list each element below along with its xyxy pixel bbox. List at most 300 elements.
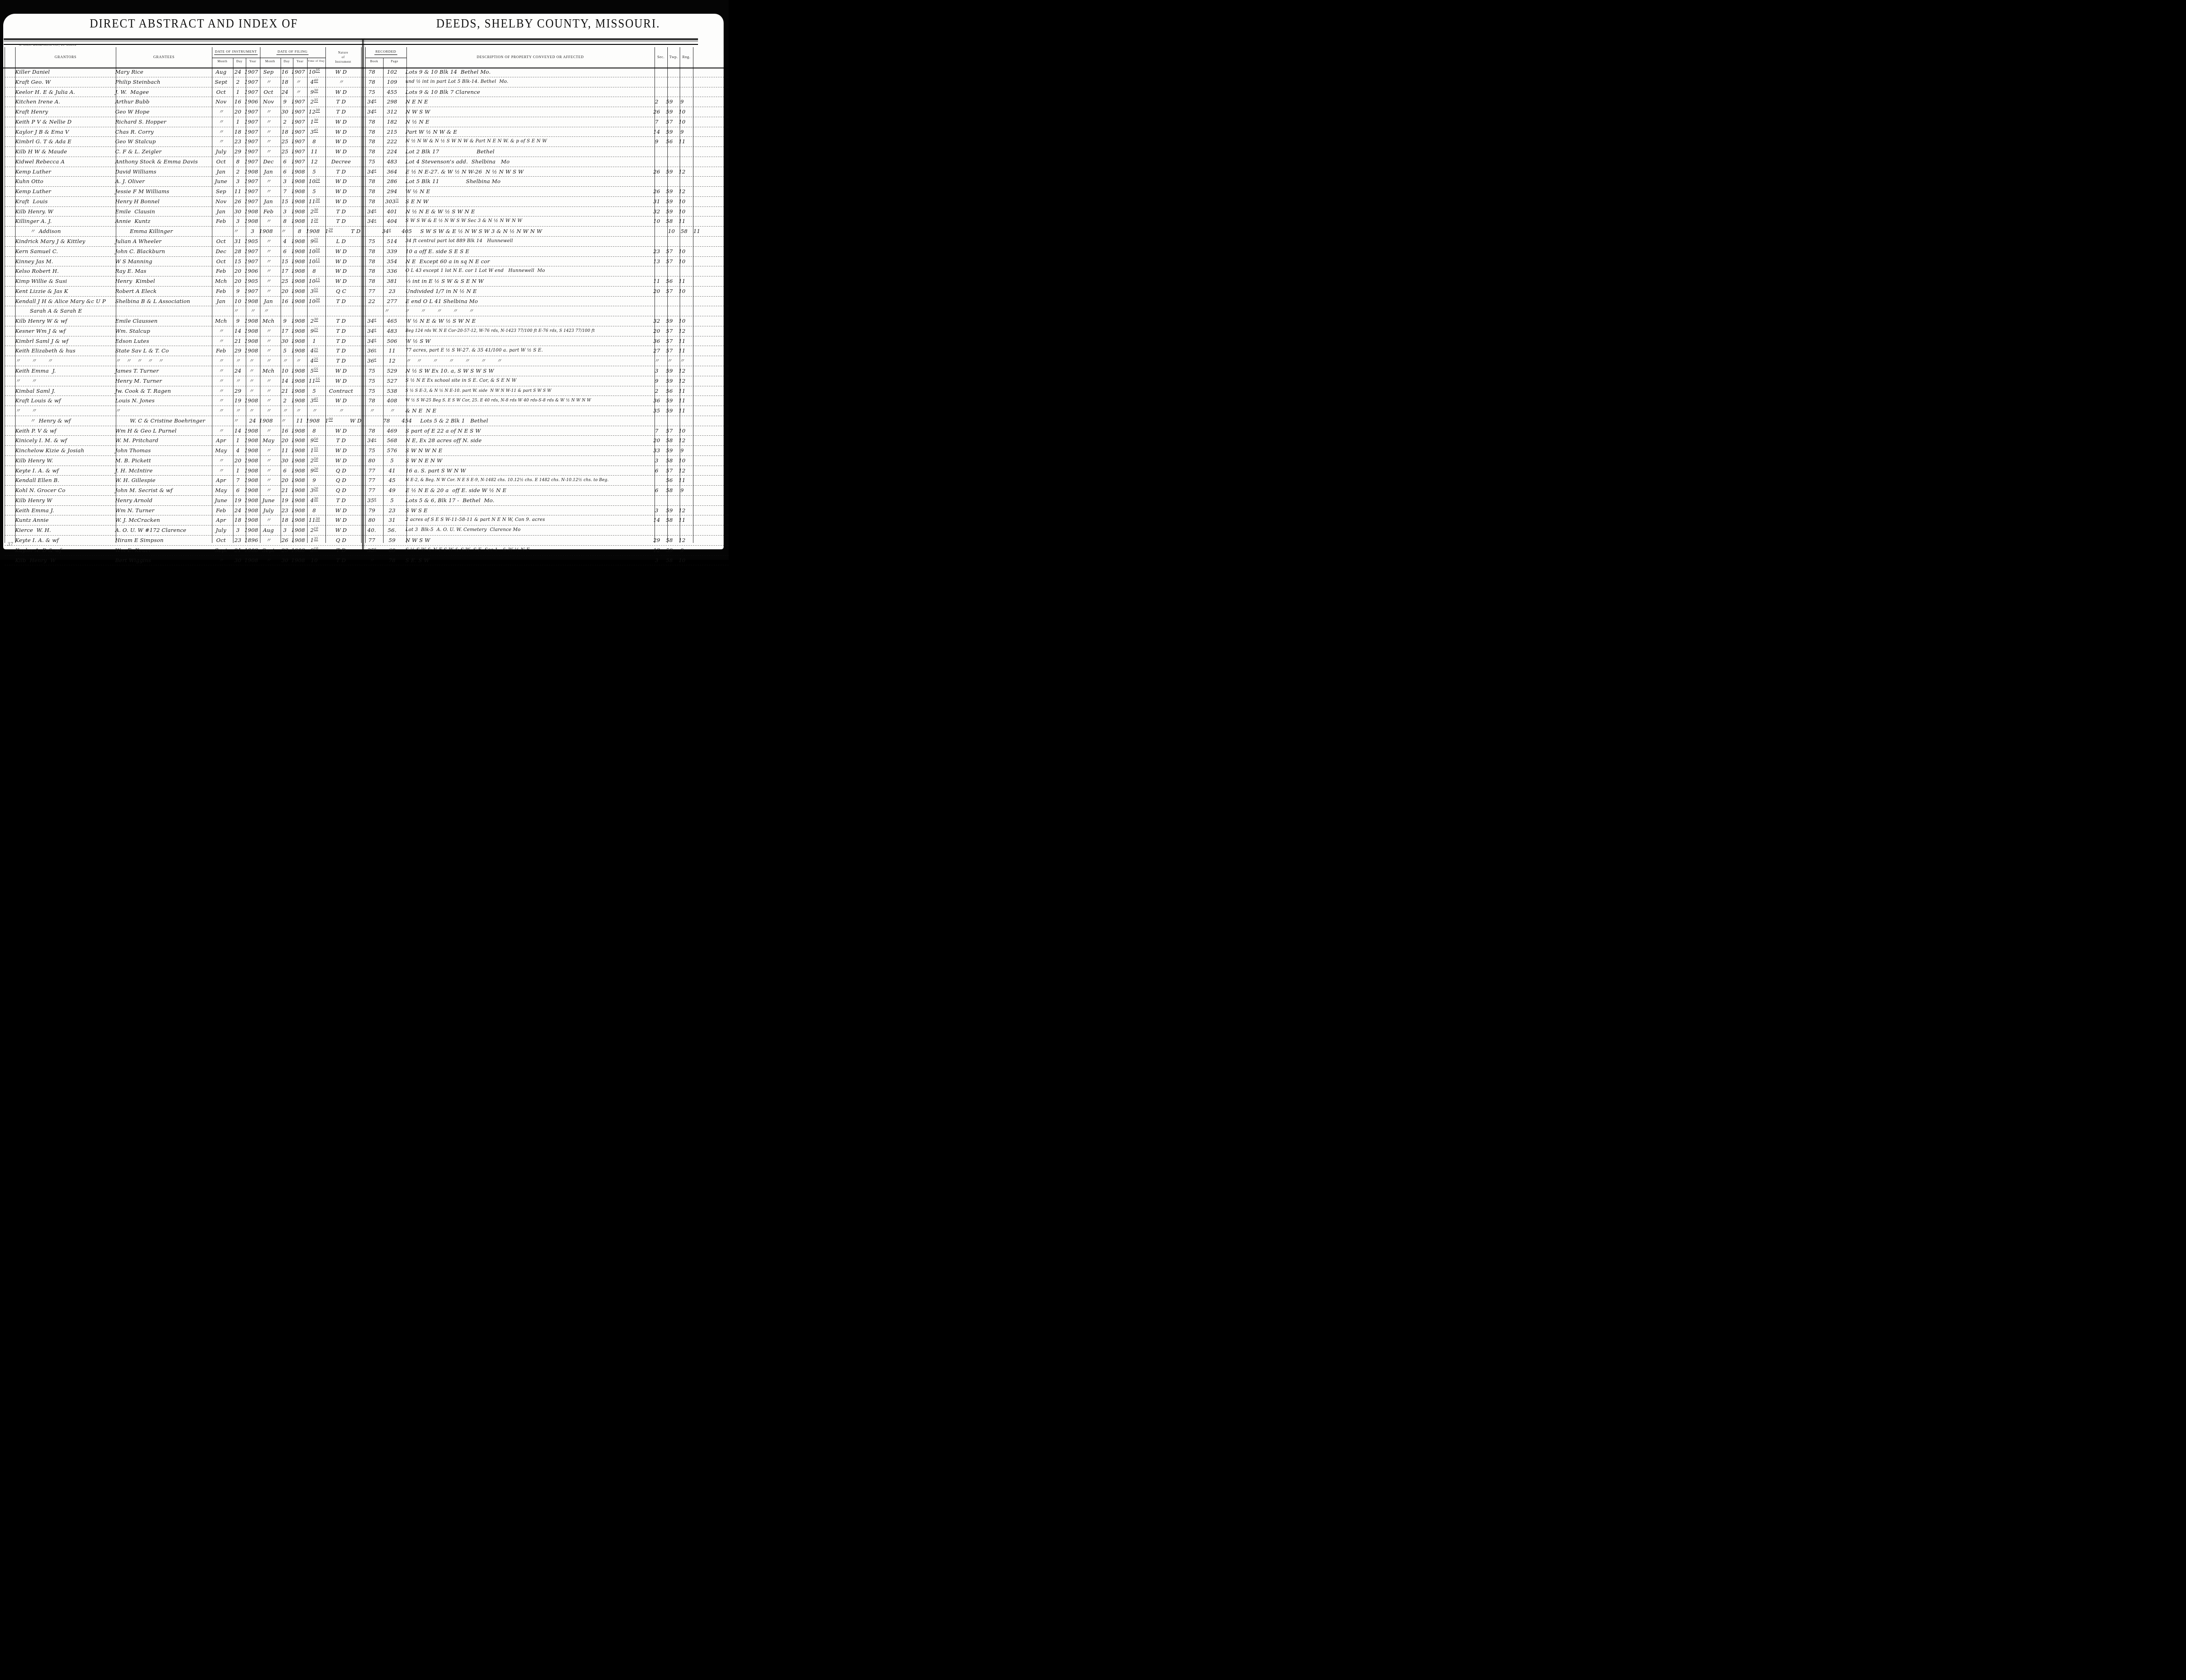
filing-time-cell: $4^{25}$ xyxy=(310,357,319,364)
instr-year-cell: 〃 xyxy=(249,407,254,414)
ledger-row xyxy=(5,97,729,107)
grantee-cell: W S Manning xyxy=(115,258,152,265)
instr-month-cell: June xyxy=(215,178,227,185)
filing-year-cell xyxy=(306,306,320,316)
twp-cell: 56 xyxy=(666,138,673,145)
rng-cell: 10 xyxy=(678,287,686,294)
filing-year-cell: 1907 xyxy=(291,128,305,135)
grantee-cell: State Sav L & T. Co xyxy=(115,347,169,354)
instr-day-cell: 20 xyxy=(234,268,242,275)
gutter-cell xyxy=(359,217,363,226)
rng-cell: 12 xyxy=(678,377,686,384)
gutter-cell xyxy=(359,197,363,206)
ledger-row xyxy=(5,386,729,396)
filing-year-cell: 1908 xyxy=(291,218,305,225)
grantor-cell: 〃 〃 〃 xyxy=(15,358,53,364)
filing-year-cell: 1908 xyxy=(291,557,305,564)
filing-time-cell xyxy=(320,306,338,316)
nature-cell: T D xyxy=(336,168,346,175)
nature-cell: T D xyxy=(336,337,346,344)
book-cell: 80 xyxy=(368,517,375,524)
ledger-row xyxy=(5,157,729,167)
sec-cell: 27 xyxy=(653,347,660,354)
filing-day-cell: 4 xyxy=(283,238,287,245)
rng-cell: 10 xyxy=(678,248,686,255)
margin-cell xyxy=(5,97,15,107)
twp-cell: 59 xyxy=(666,447,673,454)
instr-day-cell: 3 xyxy=(236,178,240,185)
twp-cell xyxy=(663,77,676,87)
filing-month-cell: Feb xyxy=(263,208,274,215)
filing-day-cell: 6 xyxy=(283,467,287,474)
ledger-row xyxy=(5,515,729,526)
grantor-cell: Keyte I. A. & wf xyxy=(15,467,59,474)
instr-year-cell: 〃 xyxy=(249,367,254,374)
ledger-row xyxy=(5,506,729,516)
filing-time-cell: $1^{35}$ xyxy=(310,537,319,543)
recorded-header: RECORDED xyxy=(365,50,406,54)
grantee-cell: Julian A Wheeler xyxy=(115,238,162,245)
nature-cell: W D xyxy=(335,517,347,524)
instr-month-cell: Feb xyxy=(216,287,226,294)
margin-cell xyxy=(5,276,15,286)
ledger-row xyxy=(5,426,729,436)
rng-cell: 11 xyxy=(678,387,686,394)
margin-cell xyxy=(5,526,15,535)
gutter-cell xyxy=(359,486,363,495)
filing-time-cell: $9^{25}$ xyxy=(310,327,319,334)
margin-cell xyxy=(5,177,15,186)
book-cell: 22 xyxy=(368,298,375,304)
book-cell: 77 xyxy=(368,537,375,543)
book-cell: 78 xyxy=(368,198,375,205)
filing-day-cell: 2 xyxy=(283,397,287,404)
instr-year-cell: 1908 xyxy=(244,487,259,494)
filing-day-cell: 23 xyxy=(281,547,289,553)
sec-cell xyxy=(650,157,663,167)
sec-cell: 36 xyxy=(653,337,660,344)
filing-year-cell: 1908 xyxy=(291,278,305,285)
filing-day-cell: 25 xyxy=(281,148,289,155)
filing-time-cell: $11^{30}$ xyxy=(308,516,320,524)
instr-month-cell: Oct xyxy=(216,258,226,265)
grantor-cell: Kitchen Irene A. xyxy=(15,98,60,105)
book-cell: 78 xyxy=(368,278,375,285)
page-cell: 5 xyxy=(390,457,394,464)
description-cell: Lots 9 & 10 Blk 7 Clarence xyxy=(405,88,481,95)
grantor-cell: Keelor H. E & Julia A. xyxy=(15,88,76,95)
margin-cell xyxy=(5,287,15,296)
margin-cell xyxy=(5,316,15,326)
instr-month-cell: Feb xyxy=(216,347,226,354)
instr-month-cell: 〃 xyxy=(218,397,224,404)
filing-time-cell: $9^{50}$ xyxy=(310,437,319,444)
ledger-row xyxy=(5,127,729,137)
page-header: Page xyxy=(391,60,399,63)
gutter-cell xyxy=(359,147,363,157)
filing-time-cell: $2^{30}$ xyxy=(310,207,319,215)
ledger-row xyxy=(5,77,729,87)
rng-cell xyxy=(676,526,688,535)
ledger-row xyxy=(5,217,729,227)
page-cell: 222 xyxy=(387,138,397,145)
filing-time-cell: $3^{45}$ xyxy=(310,128,319,135)
page-cell: 294 xyxy=(387,188,397,195)
book-cell: 40. xyxy=(367,527,376,534)
instr-month-cell: 〃 xyxy=(218,118,224,125)
nature-cell: Q D xyxy=(335,537,346,543)
instr-day-cell: 28 xyxy=(234,248,242,255)
grantee-cell: 〃 〃 〃 〃 〃 xyxy=(115,358,163,364)
filing-month-cell: 〃 xyxy=(265,358,271,364)
description-cell: N ½ N W & N ½ S W N W & Part N E N W. & p of S E N W xyxy=(405,139,547,144)
filing-day-cell: 20 xyxy=(281,477,289,484)
filing-year-cell: 1908 xyxy=(291,437,305,444)
gutter-cell xyxy=(359,187,363,196)
twp-cell: 58 xyxy=(681,228,688,235)
gutter-cell xyxy=(359,297,363,306)
grantor-cell: Kuntz Annie xyxy=(15,517,49,524)
nature-cell xyxy=(338,306,374,316)
sec-cell xyxy=(650,297,663,306)
ledger-row xyxy=(5,107,729,117)
filing-day-cell: 20 xyxy=(281,437,289,444)
sec-cell: 29 xyxy=(653,537,660,543)
filing-time-cell: $1^{20}$ xyxy=(310,217,319,225)
book-cell: 78 xyxy=(383,417,390,424)
description-cell: Lots 5 & 2 Blk 1 Bethel xyxy=(420,417,488,424)
book-cell: 75 xyxy=(368,88,375,95)
rng-cell: 12 xyxy=(678,188,686,195)
filing-day-cell: 23 xyxy=(281,507,289,514)
sec-cell: 14 xyxy=(653,517,660,524)
filing-month-header: Month xyxy=(265,60,276,63)
filing-day-cell: 11 xyxy=(281,447,289,454)
ledger-row xyxy=(5,326,729,336)
grantee-cell xyxy=(130,306,226,316)
instr-year-cell: 1908 xyxy=(244,497,259,504)
twp-cell: 57 xyxy=(666,287,673,294)
grantee-cell: Mary Rice xyxy=(115,69,144,75)
ledger-row xyxy=(5,486,729,496)
grantee-cell: A. J. Oliver xyxy=(115,178,145,185)
description-cell: N ½ S W Ex 10. a, S W S W S W xyxy=(405,367,494,374)
description-cell: S E N W xyxy=(405,198,429,205)
grantee-cell: Arthur Bubb xyxy=(115,98,150,105)
gutter-cell xyxy=(359,466,363,476)
sec-cell: 10 xyxy=(668,228,675,235)
grantor-cell: Kelso Robert H. xyxy=(15,268,59,275)
book-cell: 34$^a$ xyxy=(367,98,377,105)
rng-cell: 10 xyxy=(678,557,686,564)
filing-time-cell: $11^{30}$ xyxy=(308,198,320,205)
nature-cell: T D xyxy=(336,208,346,215)
gutter-cell xyxy=(359,386,363,396)
page-cell: 23 xyxy=(389,507,396,514)
page-cell: 59 xyxy=(389,537,396,543)
filing-time-cell: $3^{55}$ xyxy=(310,287,319,294)
rng-cell: 12 xyxy=(678,537,686,543)
instr-day-cell: 3 xyxy=(251,228,254,235)
grantor-cell: Kaylor A. D & wf xyxy=(15,547,62,553)
filing-month-cell: 〃 xyxy=(265,258,271,265)
instr-day-cell: 20 xyxy=(234,457,242,464)
nature-cell: W D xyxy=(335,457,347,464)
twp-cell: 58 xyxy=(666,457,673,464)
book-cell: 78 xyxy=(368,69,375,75)
instr-month-cell: 〃 xyxy=(218,467,224,474)
grantor-cell: 〃 〃 xyxy=(15,377,37,384)
grantor-cell: Kilb H W & Maude xyxy=(15,148,67,155)
filing-day-cell: 30 xyxy=(281,457,289,464)
page-cell: 405 xyxy=(401,228,412,235)
filing-time-cell: $8^{10}$ xyxy=(310,546,319,553)
grantee-cell: Emile Claussen xyxy=(115,318,158,325)
filing-year-cell: 1907 xyxy=(291,148,305,155)
instr-year-cell: 1908 xyxy=(244,168,259,175)
grantee-cell: James T. Turner xyxy=(115,367,159,374)
page-cell: 277 xyxy=(387,298,397,304)
nature-of-instrument-header: Nature of Instrument xyxy=(335,51,352,64)
twp-cell: 59 xyxy=(666,208,673,215)
instr-month-cell: Jan xyxy=(216,208,226,215)
filing-day-cell: 9 xyxy=(283,318,287,325)
instr-day-cell: 21 xyxy=(234,547,242,553)
instr-month-cell: Apr xyxy=(216,517,226,524)
sec-cell: 36 xyxy=(653,397,660,404)
instr-year-cell: 1907 xyxy=(244,69,259,75)
page-cell: 529 xyxy=(387,367,397,374)
gutter-cell xyxy=(359,97,363,107)
nature-cell: W D xyxy=(335,397,347,404)
description-cell: 10 a off E. side S E S E xyxy=(405,248,470,255)
gutter-cell xyxy=(359,476,363,485)
grantor-cell: Kimbrl G. T & Ada E xyxy=(15,138,72,145)
nature-cell: W D xyxy=(335,128,347,135)
book-cell: 75 xyxy=(368,387,375,394)
filing-day-cell: 18 xyxy=(281,517,289,524)
twp-cell: 58 xyxy=(666,517,673,524)
nature-cell: W D xyxy=(335,198,347,205)
instr-year-cell: 〃 xyxy=(263,308,269,314)
filing-time-cell: $2^{50}$ xyxy=(310,457,319,464)
sec-cell: 20 xyxy=(653,287,660,294)
ledger-row xyxy=(5,416,729,426)
ledger-row xyxy=(5,336,729,347)
instr-day-cell: 1 xyxy=(236,437,240,444)
page-cell: 576 xyxy=(387,447,397,454)
filing-time-cell: 8 xyxy=(312,268,316,275)
filing-month-cell: Jan xyxy=(264,198,273,205)
book-cell: 34$^a$ xyxy=(367,168,377,175)
instr-month-cell: 〃 xyxy=(233,228,238,235)
grantor-cell: Kimbal Saml J. xyxy=(15,387,55,394)
filing-month-cell: Dec xyxy=(263,158,274,165)
sec-cell: 20 xyxy=(653,327,660,334)
description-cell: E ½ N E & 20 a off E. side W ½ N E xyxy=(405,487,507,494)
ledger-row xyxy=(5,137,729,147)
grantee-cell: Henry Kimbel xyxy=(115,278,155,285)
description-cell: ⅓ int in E ½ S W & S E N W xyxy=(405,278,484,285)
gutter-cell xyxy=(359,406,363,416)
instr-month-cell: 〃 xyxy=(218,128,224,135)
filing-day-cell: 3 xyxy=(283,208,287,215)
filing-year-cell: 1908 xyxy=(291,377,305,384)
grantor-cell: Kidwel Rebecca A xyxy=(15,158,65,165)
filing-month-cell: 〃 xyxy=(265,427,271,434)
instr-day-cell: 9 xyxy=(236,287,240,294)
grantor-cell: Kemp Luther xyxy=(15,188,51,195)
gutter-cell xyxy=(359,237,363,246)
gutter-cell xyxy=(359,336,363,346)
margin-cell xyxy=(5,436,15,445)
filing-month-cell: 〃 xyxy=(265,278,271,285)
gutter-cell xyxy=(359,446,363,455)
filing-month-cell: 〃 xyxy=(265,108,271,115)
rng-cell: 12 xyxy=(678,467,686,474)
grantor-cell: Kemp Luther xyxy=(15,168,51,175)
filing-month-cell: 〃 xyxy=(265,557,271,564)
filing-year-cell: 1908 xyxy=(291,188,305,195)
rng-cell: 10 xyxy=(678,198,686,205)
filing-day-cell: 24 xyxy=(281,88,289,95)
nature-cell: W D xyxy=(335,268,347,275)
grantee-cell: John M. Secrist & wf xyxy=(115,487,173,494)
sec-cell xyxy=(650,266,663,276)
grantor-cell: Kraft Louis xyxy=(15,198,48,205)
filing-year-cell: 1908 xyxy=(291,537,305,543)
filing-day-cell: 6 xyxy=(283,248,287,255)
book-cell: 34$^a$ xyxy=(367,207,377,215)
filing-day-cell: 7 xyxy=(283,188,287,195)
filing-month-cell: July xyxy=(263,507,274,514)
grantee-cell: Bert Wiggins xyxy=(115,557,152,564)
book-cell: 〃 xyxy=(384,308,390,314)
instr-day-cell: 3 xyxy=(236,527,240,534)
grantee-cell: Emma Killinger xyxy=(130,228,173,235)
instr-year-cell: 1908 xyxy=(259,228,273,235)
ledger-row xyxy=(5,287,729,297)
instr-month-cell: Oct xyxy=(216,158,226,165)
ledger-row xyxy=(5,476,729,486)
page-cell: 23 xyxy=(389,287,396,294)
filing-day-cell: 19 xyxy=(281,497,289,504)
nature-cell: T D xyxy=(336,298,346,304)
filing-day-cell: 6 xyxy=(283,158,287,165)
filing-time-cell: 8 xyxy=(312,507,316,514)
grantee-cell: Edson Lutes xyxy=(115,337,149,344)
gutter-cell xyxy=(373,227,378,236)
grantee-cell: Chas R. Corry xyxy=(115,128,154,135)
ledger-row xyxy=(5,237,729,247)
margin-cell xyxy=(5,137,15,146)
page-cell: 56. xyxy=(388,527,397,534)
printed-top-rules xyxy=(4,38,698,45)
book-cell: 34$^a$ xyxy=(367,108,377,115)
instr-day-cell: 9 xyxy=(236,318,240,325)
grantor-cell: 〃 Henry & wf xyxy=(30,417,71,424)
grantor-cell: Keith Emma J. xyxy=(15,507,54,514)
filing-day-cell: 11 xyxy=(296,417,303,424)
grantor-cell: Kilb Henry. W xyxy=(15,208,54,215)
grantor-cell: Kendall Ellen B. xyxy=(15,477,60,484)
description-cell: N E Except 60 a in sq N E cor xyxy=(405,258,490,265)
grantee-cell: W. H. Gillespie xyxy=(115,477,156,484)
margin-cell xyxy=(5,247,15,256)
rng-cell: 10 xyxy=(678,118,686,125)
nature-cell: W D xyxy=(335,507,347,514)
instr-day-cell: 20 xyxy=(234,278,242,285)
grantee-cell: Wm H & Geo L Purnel xyxy=(115,427,177,434)
book-cell: 78 xyxy=(368,248,375,255)
margin-cell xyxy=(5,416,15,426)
grantee-cell: Richard S. Hopper xyxy=(115,118,167,125)
ledger-row xyxy=(5,227,729,237)
filing-year-cell: 〃 xyxy=(295,88,301,95)
instr-year-cell: 1908 xyxy=(244,327,259,334)
filing-month-cell: Oct xyxy=(263,88,274,95)
instr-month-cell: July xyxy=(216,148,227,155)
corner-pencil-mark: 37 xyxy=(7,542,13,547)
sec-cell xyxy=(650,67,663,77)
instr-day-cell: 26 xyxy=(234,198,242,205)
twp-cell: 56 xyxy=(666,477,673,484)
gutter-cell xyxy=(359,376,363,386)
instr-year-cell: 1908 xyxy=(244,467,259,474)
grantor-cell: Kohl N. Grocer Co xyxy=(15,487,65,494)
rng-cell xyxy=(676,496,688,505)
ledger-row xyxy=(5,147,729,157)
margin-cell xyxy=(5,217,15,226)
filing-time-cell: $3^{20}$ xyxy=(310,487,319,494)
filing-time-cell: $3^{45}$ xyxy=(310,397,319,404)
grantee-cell: W. J. McCracken xyxy=(115,517,160,524)
filing-time-cell: $9^{20}$ xyxy=(310,466,319,474)
page-cell: 364 xyxy=(387,168,397,175)
gutter-cell xyxy=(359,137,363,146)
twp-cell: 59 xyxy=(666,397,673,404)
instr-year-cell: 1907 xyxy=(244,128,259,135)
grantor-cell: 〃 Addison xyxy=(30,228,61,235)
nature-cell: T D xyxy=(351,228,361,235)
filing-month-cell: 〃 xyxy=(265,537,271,543)
nature-cell: T D xyxy=(336,358,346,364)
instr-year-cell: 1908 xyxy=(244,298,259,304)
book-cell: 〃 xyxy=(369,557,375,564)
page-cell: 401 xyxy=(387,208,397,215)
description-cell: Undivided 1/7 in N ½ N E xyxy=(405,287,477,294)
margin-cell xyxy=(5,496,15,505)
gutter-cell xyxy=(359,157,363,167)
sec-cell: 13 xyxy=(653,258,660,265)
page-cell: 49 xyxy=(389,487,396,494)
grantor-cell: Kinney Jas M. xyxy=(15,258,54,265)
twp-cell: 59 xyxy=(666,98,673,105)
nature-cell: Contract xyxy=(329,387,353,394)
grantor-cell: Kesner Wm J & wf xyxy=(15,327,66,334)
filing-day-cell: 16 xyxy=(281,69,289,75)
margin-cell xyxy=(5,306,15,316)
twp-cell: 57 xyxy=(666,118,673,125)
book-cell: 75 xyxy=(368,367,375,374)
grantor-cell: Kern Samuel C. xyxy=(15,248,58,255)
instr-year-cell: 1907 xyxy=(244,178,259,185)
description-cell: N ½ N E & W ½ S W N E xyxy=(405,208,475,215)
gutter-cell xyxy=(359,436,363,445)
sec-cell: 12 xyxy=(653,547,660,553)
sec-cell xyxy=(665,416,678,426)
instr-month-cell: Oct xyxy=(216,88,226,95)
